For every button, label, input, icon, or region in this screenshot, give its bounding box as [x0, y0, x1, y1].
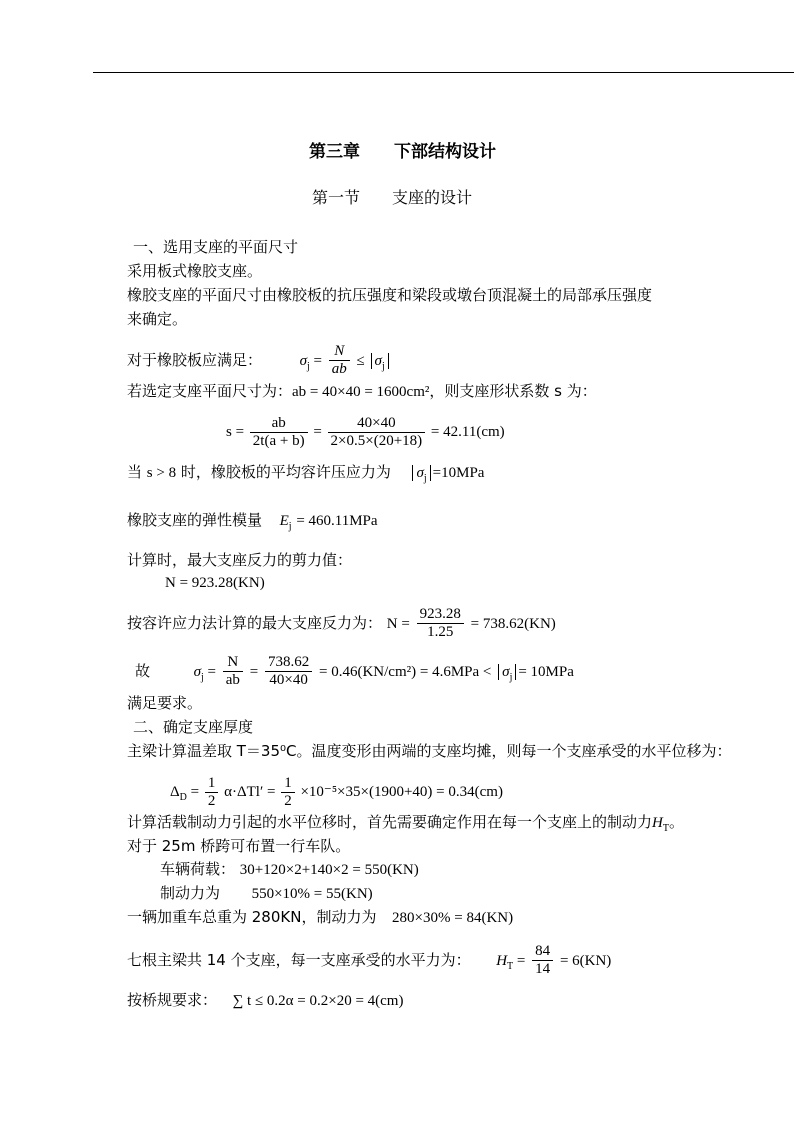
fraction: $\frac{1}{2}$: [205, 775, 219, 810]
allowable-reaction-line: 按容许应力法计算的最大支座反力为： N = $\frac{923.28}{1.25}$ = 738.62(KN): [127, 606, 556, 640]
paragraph: 橡胶支座的平面尺寸由橡胶板的抗压强度和梁段或墩台顶混凝土的局部承压强度: [127, 286, 653, 304]
stress-check-line: 故 $\sigma_j$ = $\frac{N}{ab}$ = $\frac{738.62}{40\times 40}$ = $0.46(KN/cm^2) = 4.6MPa < \sigma_j = 10MPa$: [135, 654, 574, 688]
heading-plan-size: 一、选用支座的平面尺寸: [133, 238, 299, 256]
section-title: 第一节 支座的设计: [312, 188, 473, 207]
plan-size-formula: ab = 40×40 = 1600cm²: [292, 384, 430, 400]
paragraph-text: 对于橡胶板应满足：: [127, 351, 263, 369]
shape-factor-equation: s = $\frac{ab}{2t(a + b)}$ = $\frac{40\times 40}{2\times 0.5\times(20+18)}$ = 42.11(cm): [226, 415, 505, 449]
allowable-stress-line: 当 s > 8 时，橡胶板的平均容许压应力为 $\sigma_j =10MPa$: [127, 463, 485, 484]
sigma-bracket: $\sigma_j$: [412, 465, 430, 481]
paragraph: 满足要求。: [127, 694, 203, 712]
paragraph: 主梁计算温差取 T＝35⁰C。温度变形由两端的支座均摊，则每一个支座承受的水平位移为：: [127, 742, 732, 760]
inequality: ≤ $\sigma_j$: [357, 353, 391, 369]
fraction: $\frac{84}{14}$: [532, 943, 553, 978]
braking-force-value-line: 制动力为 550×10% = 55(KN): [160, 884, 373, 902]
plan-size-line: 若选定支座平面尺寸为：ab = 40×40 = 1600cm²，则支座形状系数 s 为：: [127, 382, 597, 400]
elastic-modulus-line: 橡胶支座的弹性模量 $E_j = 460.11MPa$: [127, 511, 378, 532]
header-rule: [93, 72, 794, 73]
code-requirement-line: 按桥规要求： ∑ t ≤ 0.2α = 0.2×20 = 4(cm): [127, 991, 404, 1009]
paragraph: 采用板式橡胶支座。: [127, 262, 263, 280]
fraction: $\frac{N}{ab}$: [223, 654, 243, 689]
fraction: $\frac{N}{ab}$: [329, 343, 350, 378]
horizontal-force-line: 七根主梁共 14 个支座，每一支座承受的水平力为： $H_T$ = $\frac{84}{14}$ = 6(KN): [127, 943, 612, 977]
sigma-symbol: $\sigma_j$ =: [299, 353, 322, 372]
fraction: $\frac{ab}{2t(a + b)}$: [250, 415, 308, 450]
fraction: $\frac{1}{2}$: [281, 775, 295, 810]
paragraph: 来确定。: [127, 310, 188, 328]
chapter-title: 第三章 下部结构设计: [309, 142, 496, 162]
paragraph: 计算时，最大支座反力的剪力值：: [127, 551, 353, 569]
fraction: $\frac{738.62}{40\times 40}$: [265, 654, 312, 689]
heading-thickness: 二、确定支座厚度: [133, 718, 254, 736]
fraction: $\frac{923.28}{1.25}$: [417, 606, 464, 641]
vehicle-load-line: 车辆荷载： 30+120×2+140×2 = 550(KN): [160, 860, 419, 878]
condition-line: [127, 343, 391, 378]
braking-force-line: 计算活载制动力引起的水平位移时，首先需要确定作用在每一个支座上的制动力$H_T$。: [127, 813, 684, 834]
fraction: $\frac{40\times 40}{2\times 0.5\times(20+18)}$: [328, 415, 426, 450]
paragraph: 对于 25m 桥跨可布置一行车队。: [127, 837, 351, 855]
displacement-equation: $\Delta_D$ = $\frac{1}{2}$ α·ΔTl′ = $\frac{1}{2}$ ×10⁻⁵×35×(1900+40) = 0.34(cm): [170, 775, 503, 809]
heavy-vehicle-line: 一辆加重车总重为 280KN，制动力为 280×30% = 84(KN): [127, 908, 514, 926]
max-reaction-value: N = 923.28(KN): [165, 575, 265, 591]
